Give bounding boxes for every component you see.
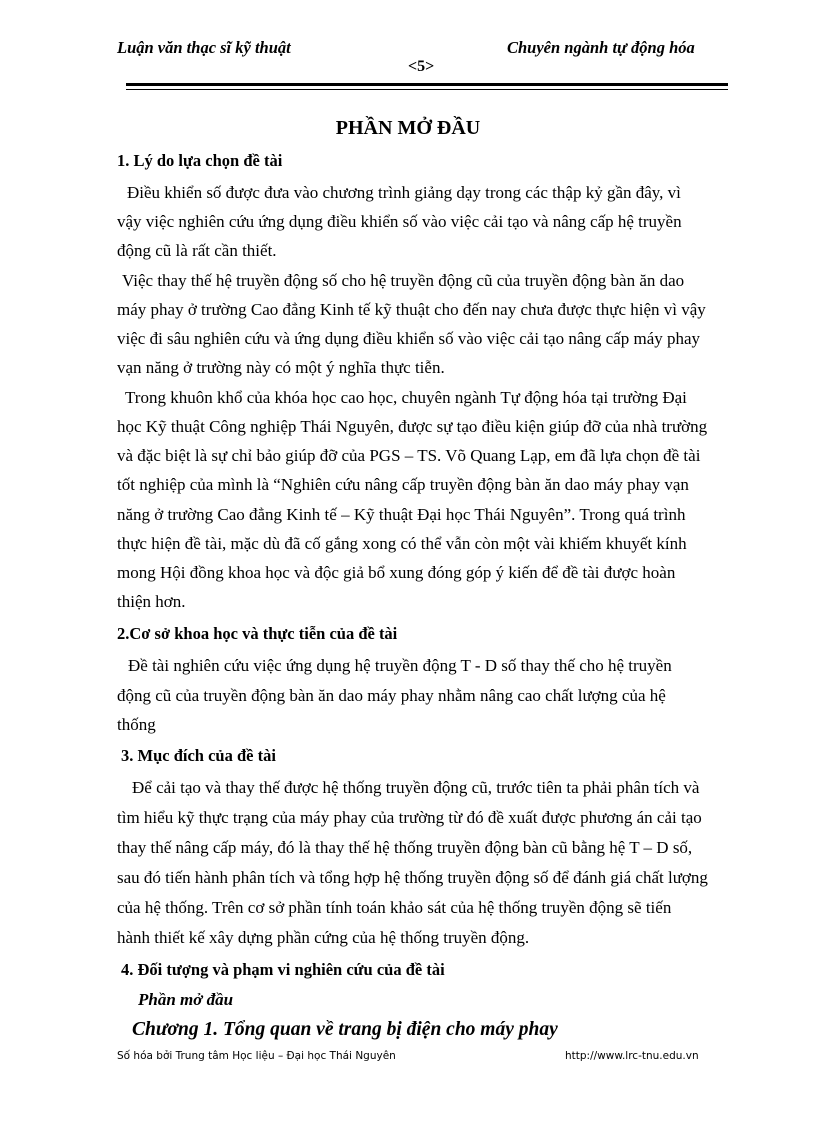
- body-line: Điều khiển số được đưa vào chương trình giảng dạy trong các thập kỷ gần đây, vì: [127, 183, 681, 202]
- body-line: Trong khuôn khổ của khóa học cao học, chuyên ngành Tự động hóa tại trường Đại: [125, 388, 687, 407]
- header-right: Chuyên ngành tự động hóa: [507, 38, 695, 57]
- body-line: Việc thay thế hệ truyền động số cho hệ truyền động cũ của truyền động bàn ăn dao: [122, 271, 685, 290]
- footer-left: Số hóa bởi Trung tâm Học liệu – Đại học Thái Nguyên: [117, 1050, 396, 1062]
- body-line: vạn năng ở trường này có một ý nghĩa thực tiễn.: [117, 358, 445, 377]
- body-line: Đề tài nghiên cứu việc ứng dụng hệ truyền động T - D số thay thế cho hệ truyền: [128, 656, 672, 675]
- body-line: thiện hơn.: [117, 592, 186, 611]
- body-line: tìm hiểu kỹ thực trạng của máy phay của trường từ đó đề xuất được phương án cải tạo: [117, 808, 702, 827]
- body-line: học Kỹ thuật Công nghiệp Thái Nguyên, được sự tạo điều kiện giúp đỡ của nhà trường: [117, 417, 708, 436]
- section-1-heading: 1. Lý do lựa chọn đề tài: [117, 151, 283, 170]
- subheading-intro: Phần mở đầu: [138, 990, 234, 1009]
- section-3-heading: 3. Mục đích của đề tài: [121, 746, 276, 765]
- body-line: tốt nghiệp của mình là “Nghiên cứu nâng cấp truyền động bàn ăn dao máy phay vạn: [117, 475, 689, 494]
- header-left: Luận văn thạc sĩ kỹ thuật: [117, 38, 291, 57]
- footer-url[interactable]: http://www.lrc-tnu.edu.vn: [565, 1050, 699, 1062]
- body-line: vậy việc nghiên cứu ứng dụng điều khiển số vào việc cải tạo và nâng cấp hệ truyền: [117, 212, 682, 231]
- subheading-chapter-1: Chương 1. Tổng quan về trang bị điện cho máy phay: [132, 1019, 558, 1040]
- body-line: động cũ của truyền động bàn ăn dao máy phay nhằm nâng cao chất lượng của hệ: [117, 686, 666, 705]
- section-2-heading: 2.Cơ sở khoa học và thực tiễn của đề tài: [117, 624, 398, 643]
- body-line: máy phay ở trường Cao đẳng Kinh tế kỹ thuật cho đến nay chưa được thực hiện vì vậy: [117, 300, 706, 319]
- body-line: sau đó tiến hành phân tích và tổng hợp hệ thống truyền động số để đánh giá chất lượng: [117, 868, 708, 887]
- body-line: thay thế nâng cấp máy, đó là thay thế hệ thống truyền động bàn cũ bằng hệ T – D số,: [117, 838, 693, 857]
- document-title: PHẦN MỞ ĐẦU: [335, 117, 481, 139]
- body-line: và đặc biệt là sự chỉ bảo giúp đỡ của PGS – TS. Võ Quang Lạp, em đã lựa chọn đề tài: [117, 446, 701, 465]
- header-rule-thin: [126, 89, 728, 90]
- body-line: của hệ thống. Trên cơ sở phần tính toán khảo sát của hệ thống truyền động sẽ tiến: [117, 898, 672, 917]
- body-line: Để cải tạo và thay thế được hệ thống truyền động cũ, trước tiên ta phải phân tích và: [132, 778, 700, 797]
- body-line: động cũ là rất cần thiết.: [117, 241, 277, 260]
- section-4-heading: 4. Đối tượng và phạm vi nghiên cứu của đề tài: [121, 960, 445, 979]
- body-line: hành thiết kế xây dựng phần cứng của hệ thống truyền động.: [117, 928, 530, 947]
- body-line: thống: [117, 715, 156, 734]
- body-line: thực hiện đề tài, mặc dù đã cố gắng xong có thể vẫn còn một vài khiếm khuyết kính: [117, 534, 687, 553]
- body-line: năng ở trường Cao đẳng Kinh tế – Kỹ thuật Đại học Thái Nguyên”. Trong quá trình: [117, 505, 686, 524]
- header-rule-thick: [126, 83, 728, 86]
- body-line: việc đi sâu nghiên cứu và ứng dụng điều khiển số vào việc cải tạo nâng cấp máy phay: [117, 329, 701, 348]
- body-line: mong Hội đồng khoa học và độc giả bổ xung đóng góp ý kiến để đề tài được hoàn: [117, 563, 676, 582]
- page-number: <5>: [408, 58, 435, 75]
